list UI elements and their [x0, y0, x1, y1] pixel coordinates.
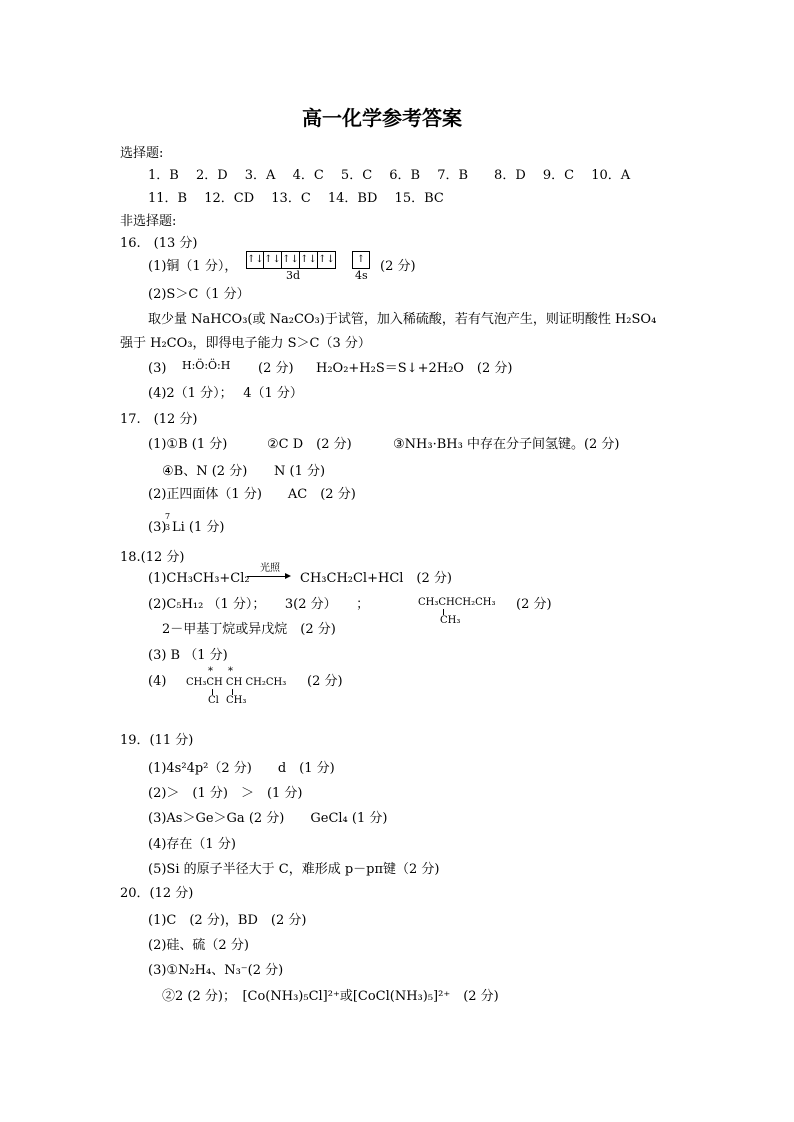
q18-line-3: 2－甲基丁烷或异戊烷 (2 分)	[162, 622, 336, 637]
q16-line-5-equation: H₂O₂+H₂S＝S↓+2H₂O (2 分)	[316, 361, 513, 376]
q17-line-2b: N (1 分)	[274, 464, 326, 479]
q20-heading: 20．(12 分)	[120, 886, 194, 901]
q17-line-1c: ③NH₃·BH₃ 中存在分子间氢键。(2 分)	[393, 437, 620, 452]
q17-line-4-prefix: (3)	[148, 520, 167, 535]
mc-heading: 选择题:	[120, 146, 164, 161]
q16-line-1-prefix: (1)铜（1 分），	[148, 259, 238, 274]
q16-line-5-score: (2 分)	[258, 361, 294, 376]
orbital-box: ↑↓	[300, 251, 318, 269]
q16-line-2: (2)S＞C（1 分）	[148, 287, 250, 302]
q20-line-1: (1)C (2 分)，BD (2 分)	[148, 913, 307, 928]
atomic-number: 3	[165, 523, 171, 532]
chiral-structure-branch-1: Cl	[208, 695, 219, 706]
reaction-arrow	[247, 576, 287, 577]
q20-line-3: (3)①N₂H₄、N₃⁻(2 分)	[148, 963, 284, 978]
reaction-condition: 光照	[260, 563, 280, 574]
orbital-diagram-4s	[352, 251, 370, 269]
structural-formula-main: CH₃CHCH₂CH₃	[418, 597, 496, 608]
orbital-box: ↑↓	[318, 251, 336, 269]
q16-line-6: (4)2（1 分）； 4（1 分）	[148, 386, 303, 401]
page-title: 高一化学参考答案	[302, 106, 462, 130]
q19-line-1: (1)4s²4p²（2 分) d (1 分)	[148, 761, 335, 776]
q19-heading: 19．(11 分)	[120, 733, 194, 748]
q17-line-1b: ②C D (2 分)	[267, 437, 352, 452]
orbital-diagram-3d	[246, 251, 336, 269]
q18-line-5-prefix: (4)	[148, 674, 167, 689]
q19-line-4: (4)存在（1 分)	[148, 837, 236, 852]
q16-heading: 16. (13 分)	[120, 236, 198, 251]
orbital-box: ↑↓	[282, 251, 300, 269]
chiral-star-1: *	[208, 666, 213, 677]
q18-line-2-score: (2 分)	[516, 597, 552, 612]
orbital-box: ↑	[352, 251, 370, 269]
orbital-box: ↑↓	[246, 251, 264, 269]
q18-line-4: (3) B （1 分)	[148, 648, 228, 663]
q16-line-4: 强于 H₂CO₃，即得电子能力 S＞C（3 分）	[120, 336, 371, 351]
q17-line-3: (2)正四面体（1 分) AC (2 分)	[148, 487, 356, 502]
q20-line-4: ②2 (2 分)； [Co(NH₃)₅Cl]²⁺或[CoCl(NH₃)₅]²⁺ (2 分)	[162, 989, 499, 1004]
chiral-star-2: *	[228, 666, 233, 677]
q17-line-4-rest: Li (1 分)	[172, 520, 225, 535]
chiral-structure-main: CH₃CH CH CH₂CH₃	[186, 677, 287, 688]
orbital-label-4s: 4s	[355, 269, 368, 282]
q17-line-2a: ④B、N (2 分)	[162, 464, 248, 479]
q19-line-3: (3)As＞Ge＞Ga (2 分) GeCl₄ (1 分)	[148, 811, 388, 826]
electron-dot-formula: H:Ö:Ö:H	[182, 359, 231, 372]
q19-line-2: (2)＞ (1 分) ＞ (1 分)	[148, 786, 303, 801]
orbital-label-3d: 3d	[286, 269, 301, 282]
mc-answers-row-2: 11．B 12．CD 13．C 14．BD 15．BC	[148, 191, 444, 206]
q17-heading: 17. (12 分)	[120, 412, 198, 427]
mass-number: 7	[165, 512, 171, 521]
orbital-box: ↑↓	[264, 251, 282, 269]
q16-line-1-score: (2 分)	[380, 259, 416, 274]
q19-line-5: (5)Si 的原子半径大于 C，难形成 p－pπ键（2 分)	[148, 862, 440, 877]
mc-answers-row-1: 1．B 2．D 3．A 4．C 5．C 6．B 7．B 8．D 9．C 10．A	[148, 168, 631, 183]
q20-line-2: (2)硅、硫（2 分)	[148, 938, 249, 953]
nonmc-heading: 非选择题:	[120, 214, 177, 229]
q18-heading: 18.(12 分)	[120, 550, 185, 565]
q17-line-1a: (1)①B (1 分)	[148, 437, 228, 452]
q16-line-5-prefix: (3)	[148, 361, 167, 376]
chiral-structure-branch-2: CH₃	[226, 695, 247, 706]
q18-line-2: (2)C₅H₁₂ （1 分）； 3(2 分） ；	[148, 597, 370, 612]
q18-line-5-score: (2 分)	[307, 674, 343, 689]
q18-line-1b: CH₃CH₂Cl+HCl (2 分)	[300, 571, 452, 586]
q18-line-1a: (1)CH₃CH₃+Cl₂	[148, 571, 250, 586]
structural-formula-branch: CH₃	[440, 615, 461, 626]
q16-line-3: 取少量 NaHCO₃(或 Na₂CO₃)于试管，加入稀硫酸，若有气泡产生，则证明酸性 H₂SO₄	[148, 312, 657, 327]
reaction-arrow-head	[285, 573, 291, 579]
